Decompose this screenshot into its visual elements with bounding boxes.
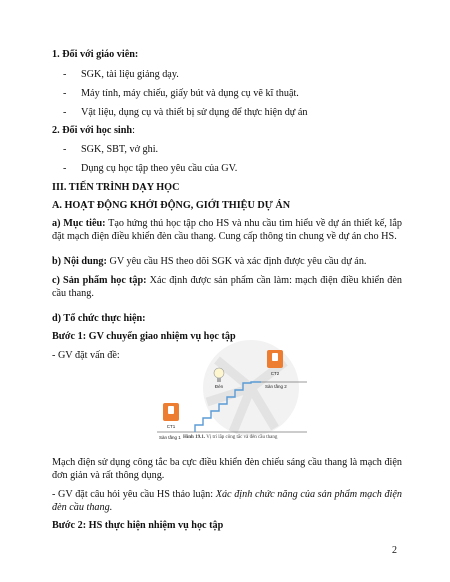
page-number: 2 [392, 545, 397, 556]
objective-paragraph: a) Mục tiêu: Tạo hứng thú học tập cho HS và nhu cầu tìm hiểu về dự án thiết kế, lắp đặt mạch điện điều khiển đèn cầu thang. Cung cấp thông tin chung về dự án cho HS. [52, 218, 402, 242]
step1-heading: Bước 1: GV chuyển giao nhiệm vụ học tập [52, 331, 236, 342]
upper-switch-toggle [272, 353, 278, 361]
description-paragraph: Mạch điện sử dụng công tắc ba cực điều khiển đèn chiếu sáng cầu thang là mạch điện đơn giản và rất thông dụng. [52, 457, 402, 481]
lamp-icon [214, 368, 224, 378]
list-item: - SGK, SBT, vở ghi. [63, 144, 159, 155]
upper-switch-label: CT2 [270, 371, 280, 376]
lower-switch-label: CT1 [166, 424, 176, 429]
question-paragraph: - GV đặt câu hỏi yêu cầu HS thảo luận: Xác định chức năng của sản phẩm mạch điện đèn cầu thang. [52, 489, 402, 513]
lower-floor-label: Sàn tầng 1 [159, 435, 181, 440]
list-item: - Máy tính, máy chiếu, giấy bút và dụng cụ vẽ kĩ thuật. [63, 88, 299, 99]
organization-heading: d) Tổ chức thực hiện: [52, 313, 146, 324]
section3-heading: III. TIẾN TRÌNH DẠY HỌC [52, 182, 180, 193]
section2-heading: 2. Đối với học sinh: [52, 125, 135, 136]
lower-switch-toggle [168, 406, 174, 414]
content-paragraph: b) Nội dung: GV yêu cầu HS theo dõi SGK và xác định được yêu cầu dự án. [52, 256, 367, 267]
section1-heading: 1. Đối với giáo viên: [52, 49, 139, 60]
upper-floor-label: Sàn tầng 2 [265, 384, 287, 389]
lamp-label: Đèn [214, 384, 224, 389]
product-paragraph: c) Sản phẩm học tập: Xác định được sản phẩm cần làm: mạch điện điều khiển đèn cầu thang. [52, 275, 402, 299]
list-item: - SGK, tài liệu giảng dạy. [63, 69, 179, 80]
part-a-heading: A. HOẠT ĐỘNG KHỞI ĐỘNG, GIỚI THIỆU DỰ ÁN [52, 200, 291, 211]
lamp-base [217, 378, 221, 382]
step2-heading: Bước 2: HS thực hiện nhiệm vụ học tập [52, 520, 224, 531]
list-item: - Dụng cụ học tập theo yêu cầu của GV. [63, 163, 238, 174]
teacher-intro: - GV đặt vấn đề: [52, 350, 120, 361]
staircase-figure [157, 340, 307, 444]
figure-caption: Hình 19.1. Vị trí lắp công tắc và đèn cầu thang [183, 435, 278, 440]
list-item: - Vật liệu, dụng cụ và thiết bị sử dụng để thực hiện dự án [63, 107, 308, 118]
